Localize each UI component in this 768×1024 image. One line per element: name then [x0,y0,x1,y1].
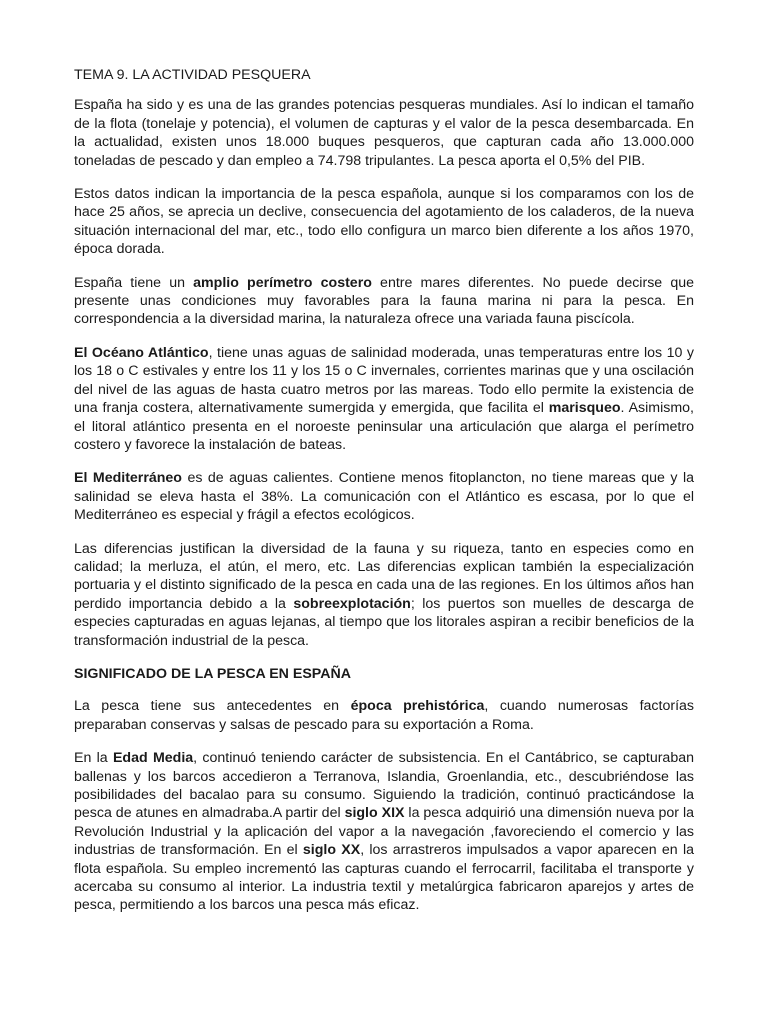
section-heading: SIGNIFICADO DE LA PESCA EN ESPAÑA [74,665,351,682]
paragraph-coast [74,274,694,329]
text-run: La pesca tiene sus antecedentes en [74,698,351,715]
text-run: España tiene un [74,274,194,291]
paragraph-mediterranean [74,469,694,524]
paragraph-atlantic [74,344,694,454]
bold-term: época prehistórica [350,698,485,715]
paragraph-intro: España ha sido y es una de las grandes potencias pesqueras mundiales. Así lo indican el tamaño de la flota (tonelaje y potencia), el volumen de capturas y el valor de la pesca desembarcada. En la actualidad, existen unos 18.000 buques pesqueros, que capturan cada año 13.000.000 toneladas de pescado y dan empleo a 74.798 tripulantes. La pesca aporta el 0,5% del PIB. [74,97,694,169]
paragraph-decline: Estos datos indican la importancia de la pesca española, aunque si los comparamos con los de hace 25 años, se aprecia un declive, consecuencia del agotamiento de los caladeros, de la nueva situación internacional del mar, etc., todo ello configura un marco bien diferente a los años 1970, época dorada. [74,186,694,258]
document-body [74,66,694,915]
text-run: Las diferencias justifican la diversidad de la fauna y su riqueza, tanto en especies como en calidad; la merluza, el atún, el mero, etc. Las diferencias explican también la especialización portuaria y el distinto significado de la pesca en cada una de las regiones. En los últimos años han perdido importancia debido a la [74,540,694,612]
text-run: . Asimismo, el litoral atlántico presenta en el noroeste peninsular una articulación que alarga el perímetro costero y favorece la instalación de bateas. [74,400,694,453]
bold-term: amplio perímetro costero [193,274,372,291]
text-run: es de aguas calientes. Contiene menos fitoplancton, no tiene mareas que y la salinidad se eleva hasta el 38%. La comunicación con el Atlántico es escasa, por lo que el Mediterráneo es especial y frágil a efectos ecológicos. [74,470,694,524]
text-run: , los arrastreros impulsados a vapor aparecen en la flota española. Su empleo incrementó las capturas cuando el ferrocarril, facilitaba el transporte y acercaba su consumo al interior. La industria textil y metalúrgica fabricaron aparejos y artes de pesca, permitiendo a los barcos una pesca más eficaz. [74,842,694,914]
text-run: ; los puertos son muelles de descarga de especies capturadas en aguas lejanas, al tiempo que los litorales aspiran a recibir beneficios de la transformación industrial de la pesca. [74,595,694,649]
bold-term: El Océano Atlántico [74,344,209,361]
document-title: TEMA 9. LA ACTIVIDAD PESQUERA [74,67,311,83]
text-run: En la [74,750,113,767]
bold-term: siglo XIX [344,805,405,822]
bold-term: marisqueo [548,400,621,417]
bold-term: El Mediterráneo [74,470,182,487]
bold-term: sobreexplotación [293,595,411,612]
text-run: entre mares diferentes. No puede decirse que presente unas condiciones muy favorables para la fauna marina ni para la pesca. En correspondencia a la diversidad marina, la naturaleza ofrece una variada fauna piscícola. [74,274,695,328]
text-run: , continuó teniendo carácter de subsistencia. En el Cantábrico, se capturaban ballenas y los barcos accedieron a Terranova, Islandia, Groenlandia, etc., descubriéndose las posibilidades del bacalao para su consumo. Siguiendo la tradición, continuó practicándose la pesca de atunes en almadraba.A partir del [74,750,694,822]
paragraph-differences [74,540,694,650]
paragraph-history [74,749,694,915]
bold-term: siglo XX [302,842,361,859]
text-run: , cuando numerosas factorías preparaban conservas y salsas de pescado para su exportación a Roma. [74,698,695,733]
paragraph-prehistory [74,697,694,734]
bold-term: Edad Media [112,750,194,767]
text-run: la pesca adquirió una dimensión nueva por la Revolución Industrial y la aplicación del vapor a la navegación ,favoreciendo el comercio y las industrias de transformación. En el [74,805,694,859]
text-run: , tiene unas aguas de salinidad moderada, unas temperaturas entre los 10 y los 18 o C estivales y entre los 11 y los 15 o C invernales, corrientes marinas que y una oscilación del nivel de las aguas de hasta cuatro metros por las mareas. Todo ello permite la existencia de una franja costera, alternativamente sumergida y emergida, que facilita el [74,344,694,417]
